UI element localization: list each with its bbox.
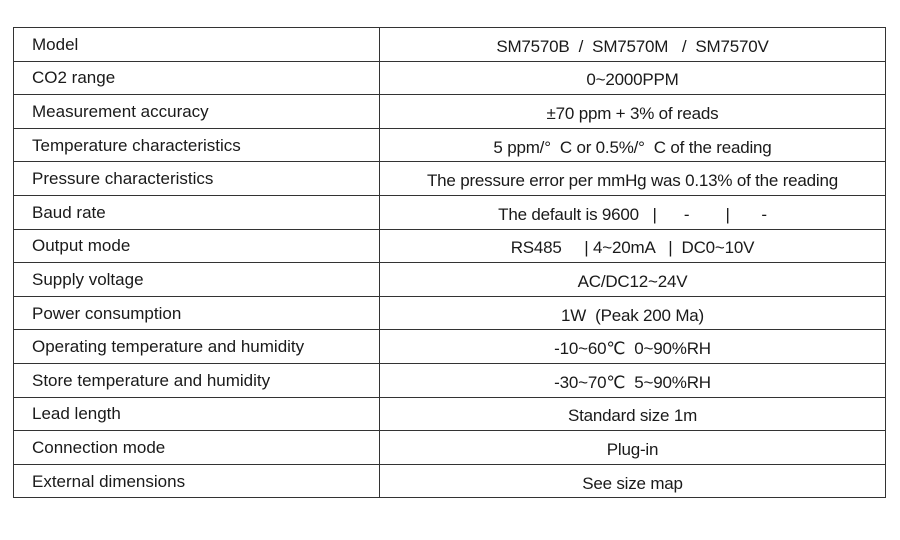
spec-label: Store temperature and humidity	[14, 363, 380, 397]
spec-label: Output mode	[14, 229, 380, 263]
spec-label: Measurement accuracy	[14, 95, 380, 129]
spec-label: Temperature characteristics	[14, 128, 380, 162]
table-row	[14, 28, 886, 62]
spec-value: Standard size 1m	[380, 397, 886, 431]
spec-label: Operating temperature and humidity	[14, 330, 380, 364]
spec-value: RS485 | 4~20mA | DC0~10V	[380, 229, 886, 263]
table-row	[14, 128, 886, 162]
spec-label: External dimensions	[14, 464, 380, 498]
spec-value: -30~70℃ 5~90%RH	[380, 363, 886, 397]
table-row	[14, 431, 886, 465]
spec-value: 1W (Peak 200 Ma)	[380, 296, 886, 330]
spec-value: -10~60℃ 0~90%RH	[380, 330, 886, 364]
spec-value: 5 ppm/° C or 0.5%/° C of the reading	[380, 128, 886, 162]
table-row	[14, 464, 886, 498]
table-row	[14, 95, 886, 129]
spec-value: The default is 9600 | - | -	[380, 195, 886, 229]
specifications-table	[13, 27, 886, 498]
spec-value: ±70 ppm + 3% of reads	[380, 95, 886, 129]
spec-label: Power consumption	[14, 296, 380, 330]
spec-label: Supply voltage	[14, 263, 380, 297]
spec-label: Baud rate	[14, 195, 380, 229]
table-row	[14, 363, 886, 397]
table-row	[14, 162, 886, 196]
spec-label: Connection mode	[14, 431, 380, 465]
spec-label: Lead length	[14, 397, 380, 431]
table-row	[14, 263, 886, 297]
spec-value: See size map	[380, 464, 886, 498]
table-row	[14, 296, 886, 330]
table-row	[14, 61, 886, 95]
table-row	[14, 229, 886, 263]
table-row	[14, 195, 886, 229]
table-row	[14, 397, 886, 431]
spec-value: Plug-in	[380, 431, 886, 465]
spec-label: Model	[14, 28, 380, 62]
spec-label: Pressure characteristics	[14, 162, 380, 196]
spec-label: CO2 range	[14, 61, 380, 95]
spec-value: AC/DC12~24V	[380, 263, 886, 297]
spec-value: The pressure error per mmHg was 0.13% of the reading	[380, 162, 886, 196]
spec-value: SM7570B / SM7570M / SM7570V	[380, 28, 886, 62]
spec-value: 0~2000PPM	[380, 61, 886, 95]
table-row	[14, 330, 886, 364]
